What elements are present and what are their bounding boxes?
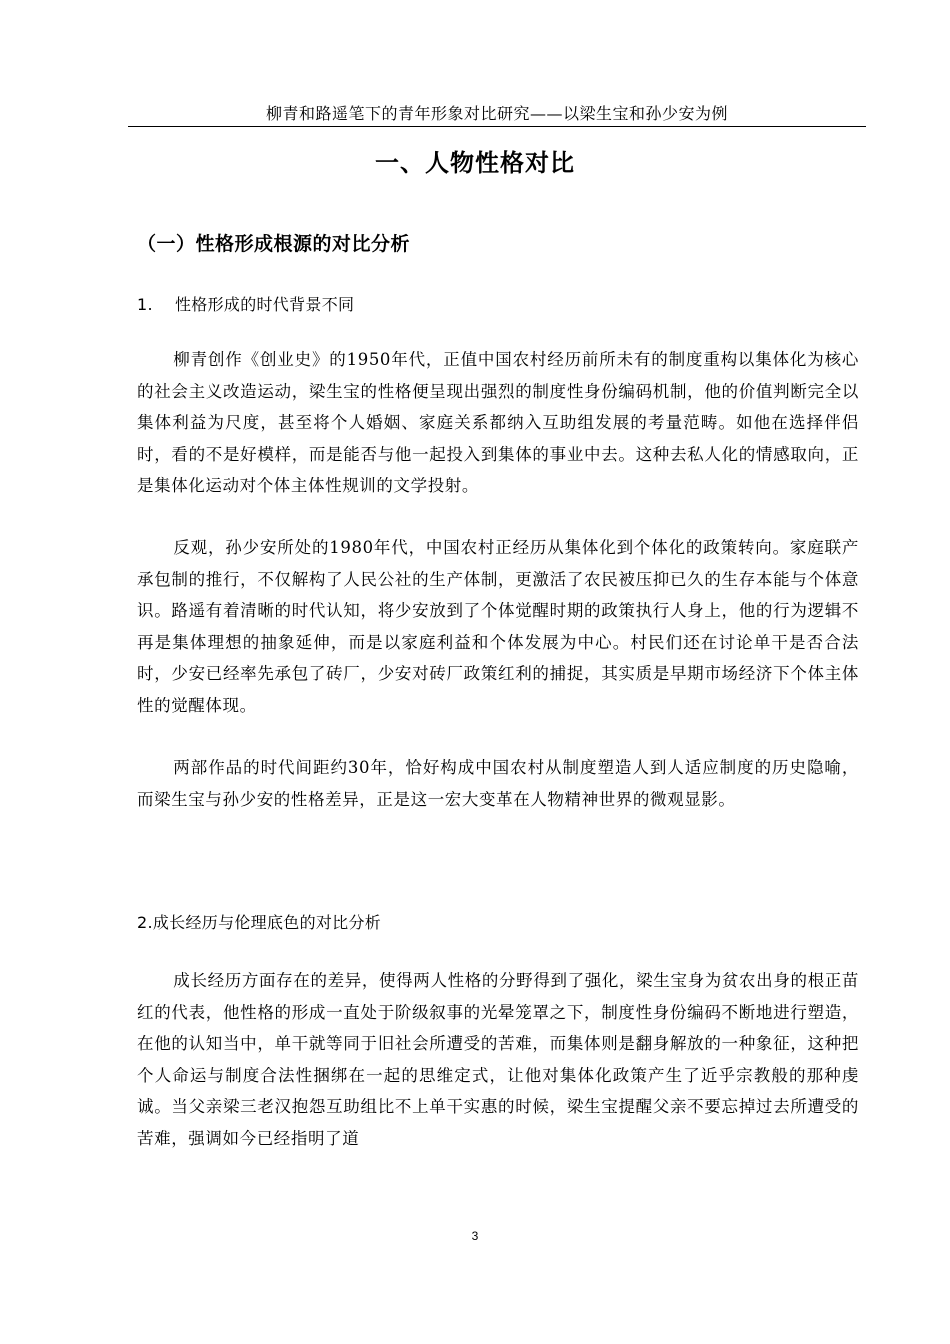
subsection-title: 成长经历与伦理底色的对比分析 xyxy=(152,913,382,932)
body-paragraph-3: 两部作品的时代间距约30年，恰好构成中国农村从制度塑造人到人适应制度的历史隐喻，而梁生宝与孙少安的性格差异，正是这一宏大变革在人物精神世界的微观显影。 xyxy=(137,758,859,809)
subsection-heading-2 xyxy=(137,910,381,936)
subsection-number: 2. xyxy=(137,913,153,932)
header-rule xyxy=(128,126,866,127)
section-heading: （一）性格形成根源的对比分析 xyxy=(137,233,411,255)
body-paragraph-4: 成长经历方面存在的差异，使得两人性格的分野得到了强化，梁生宝身为贫农出身的根正苗红的代表，他性格的形成一直处于阶级叙事的光晕笼罩之下，制度性身份编码不断地进行塑造，在他的认知当中，单干就等同于旧社会所遭受的苦难，而集体则是翻身解放的一种象征，这种把个人命运与制度合法性捆绑在一起的思维定式，让他对集体化政策产生了近乎宗教般的那种虔诚。当父亲梁三老汉抱怨互助组比不上单干实惠的时候，梁生宝提醒父亲不要忘掉过去所遭受的苦难，强调如今已经指明了道 xyxy=(137,971,859,1148)
subsection-heading-1 xyxy=(137,292,354,318)
body-paragraph-2: 反观，孙少安所处的1980年代，中国农村正经历从集体化到个体化的政策转向。家庭联产承包制的推行，不仅解构了人民公社的生产体制，更激活了农民被压抑已久的生存本能与个体意识。路遥有着清晰的时代认知，将少安放到了个体觉醒时期的政策执行人身上，他的行为逻辑不再是集体理想的抽象延伸，而是以家庭利益和个体发展为中心。村民们还在讨论单干是否合法时，少安已经率先承包了砖厂，少安对砖厂政策红利的捕捉，其实质是早期市场经济下个体主体性的觉醒体现。 xyxy=(137,538,859,715)
subsection-title: 性格形成的时代背景不同 xyxy=(175,295,355,314)
subsection-number: 1. xyxy=(137,295,153,314)
body-paragraph-1: 柳青创作《创业史》的1950年代，正值中国农村经历前所未有的制度重构以集体化为核心的社会主义改造运动，梁生宝的性格便呈现出强烈的制度性身份编码机制，他的价值判断完全以集体利益为尺度，甚至将个人婚姻、家庭关系都纳入互助组发展的考量范畴。如他在选择伴侣时，看的不是好模样，而是能否与他一起投入到集体的事业中去。这种去私人化的情感取向，正是集体化运动对个体主体性规训的文学投射。 xyxy=(137,350,859,495)
page-number: 3 xyxy=(471,1229,479,1243)
running-header: 柳青和路遥笔下的青年形象对比研究——以梁生宝和孙少安为例 xyxy=(265,104,728,123)
chapter-title: 一、人物性格对比 xyxy=(375,149,575,177)
